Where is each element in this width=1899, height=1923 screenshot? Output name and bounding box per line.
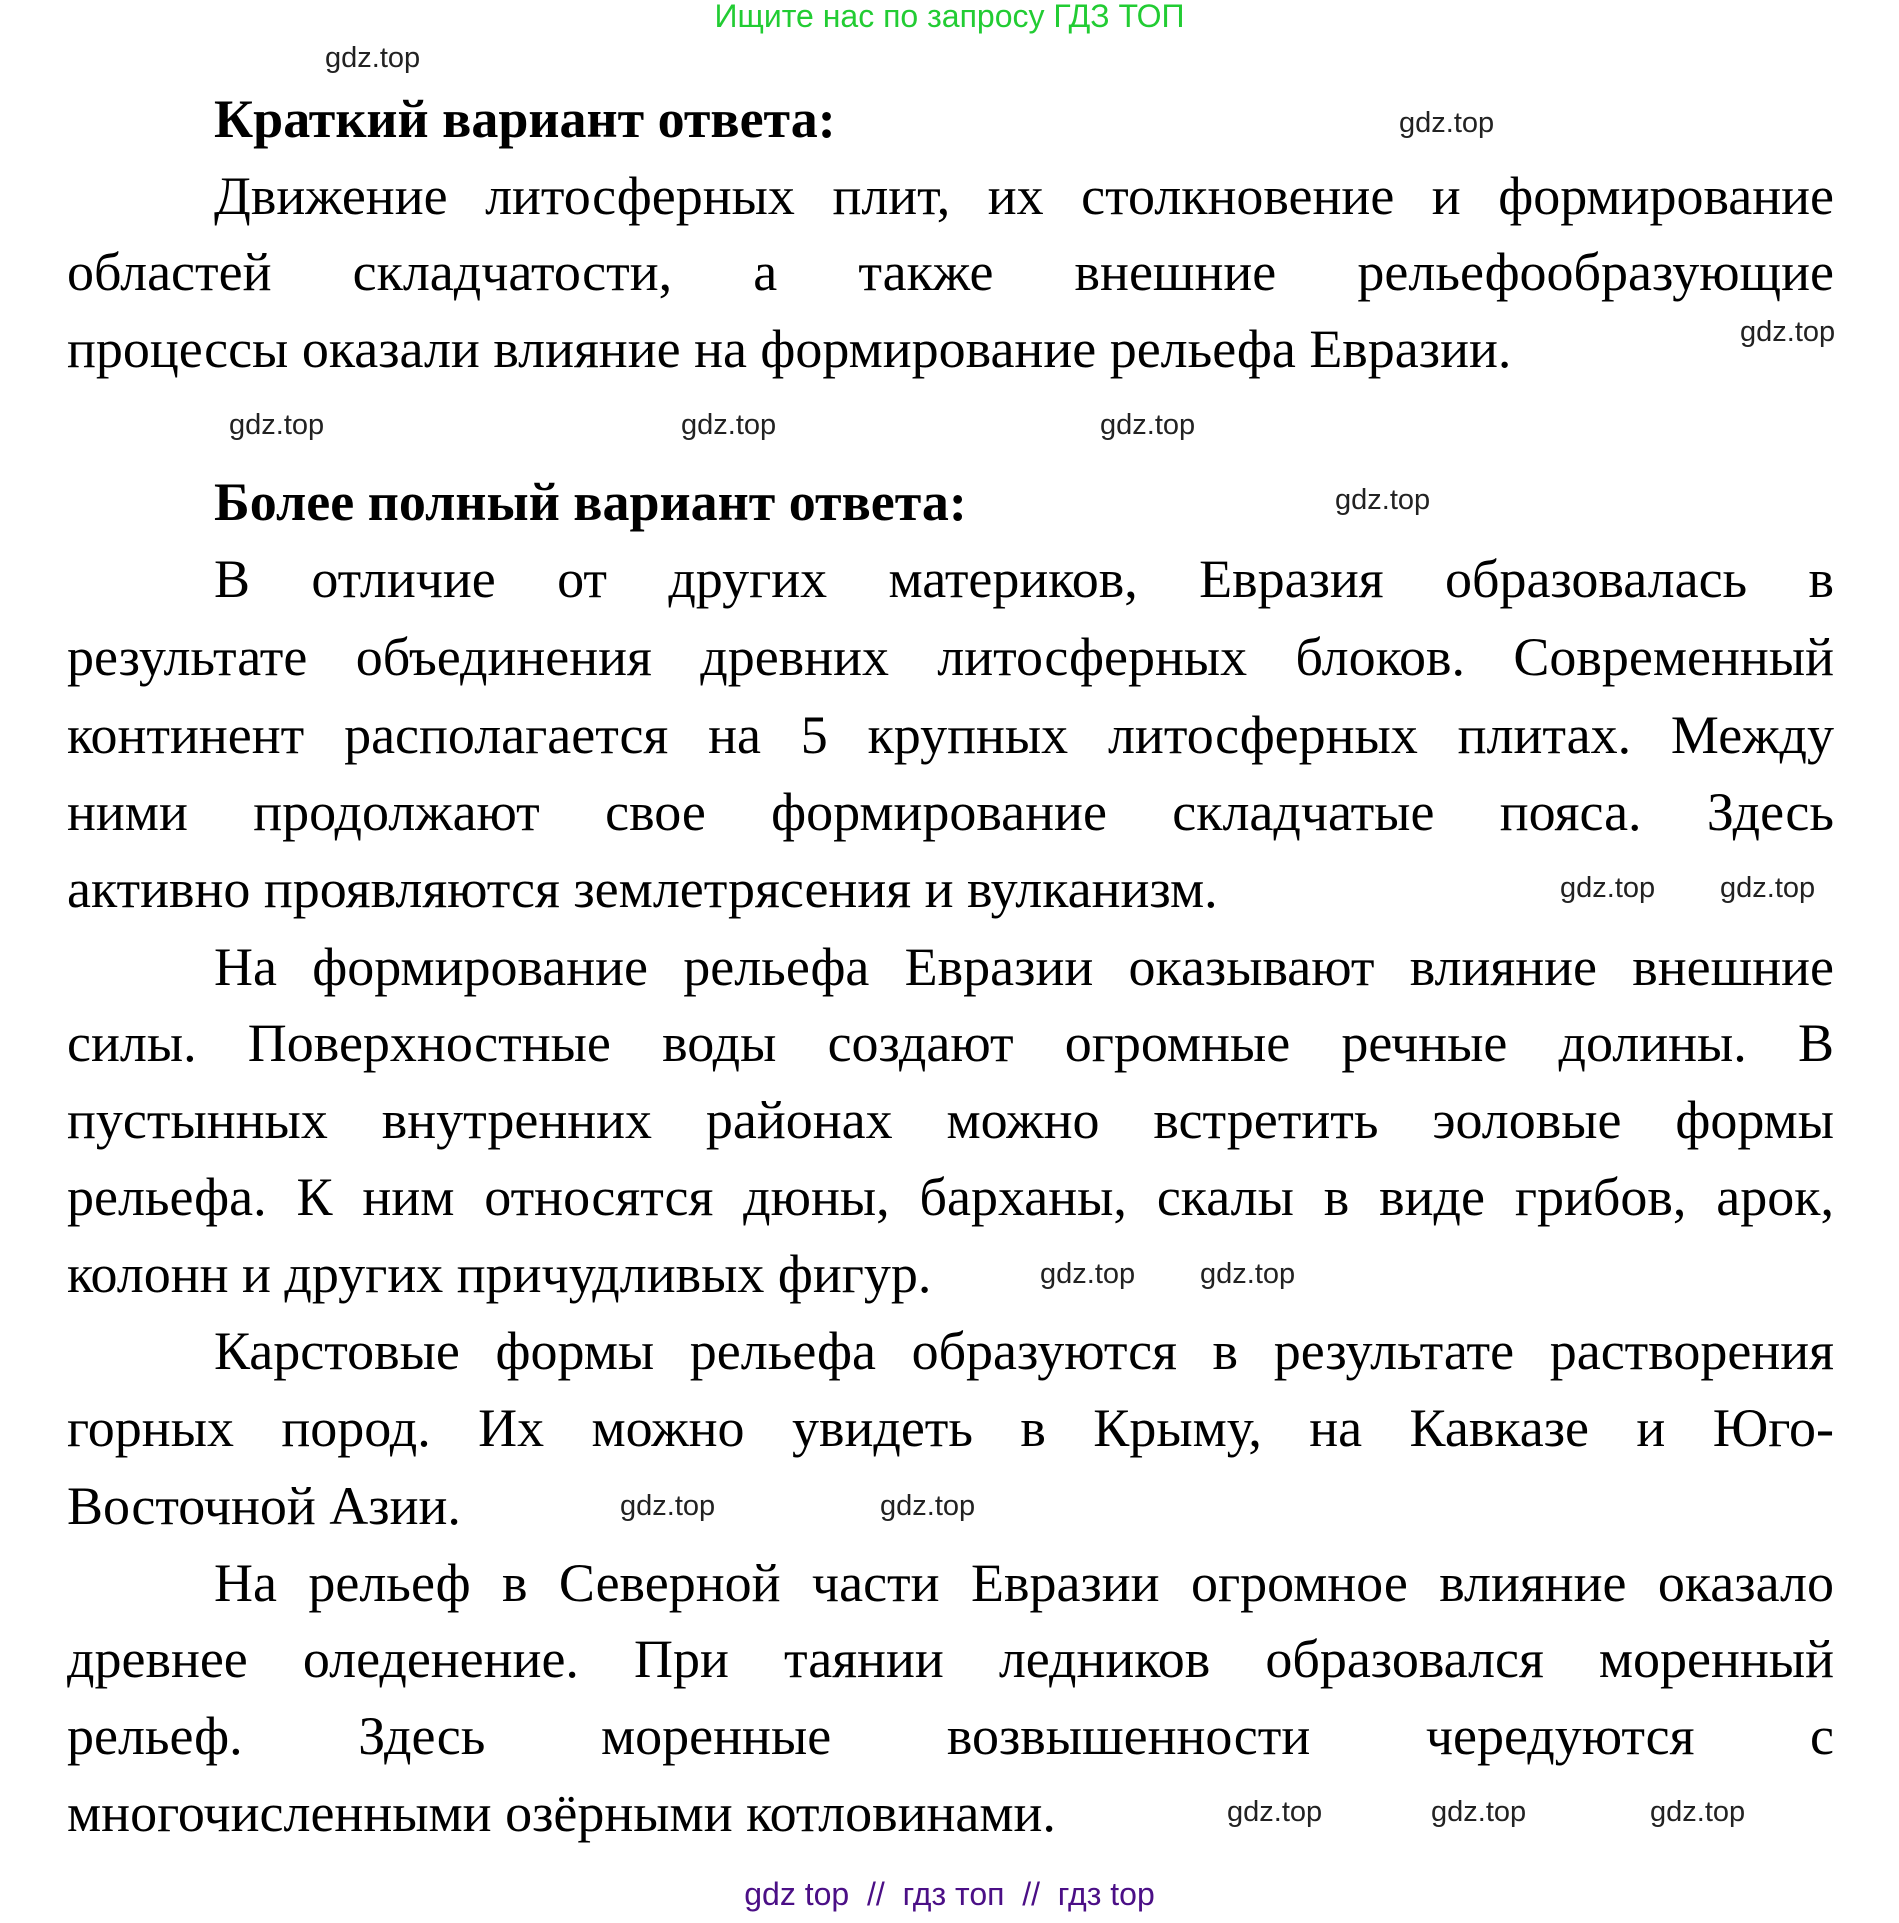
paragraph-line: континент располагается на 5 крупных литосферных плитах. Между (67, 705, 1834, 765)
footer-banner: gdz top // гдз топ // гдз top (744, 1876, 1155, 1912)
watermark-text: gdz.top (1560, 872, 1656, 904)
watermark-text: gdz.top (1720, 872, 1816, 904)
watermark-text: gdz.top (1227, 1796, 1323, 1828)
paragraph-line: областей складчатости, а также внешние рельефообразующие (67, 242, 1834, 302)
watermark-text: gdz.top (1100, 409, 1196, 441)
watermark-text: gdz.top (1740, 316, 1836, 348)
watermark-text: gdz.top (1040, 1258, 1136, 1290)
section-heading: Краткий вариант ответа: (214, 89, 836, 149)
paragraph-line: рельефа. К ним относятся дюны, барханы, скалы в виде грибов, арок, (67, 1167, 1834, 1227)
watermark-text: gdz.top (880, 1490, 976, 1522)
paragraph-line: На рельеф в Северной части Евразии огромное влияние оказало (214, 1553, 1834, 1613)
paragraph-line: ними продолжают свое формирование складчатые пояса. Здесь (67, 782, 1834, 842)
watermark-text: gdz.top (325, 42, 421, 74)
paragraph-line: процессы оказали влияние на формирование рельефа Евразии. (67, 319, 1512, 379)
watermark-text: gdz.top (229, 409, 325, 441)
paragraph-line: Карстовые формы рельефа образуются в результате растворения (214, 1321, 1834, 1381)
paragraph-line: силы. Поверхностные воды создают огромные речные долины. В (67, 1013, 1834, 1073)
paragraph-line: рельеф. Здесь моренные возвышенности чередуются с (67, 1706, 1834, 1766)
paragraph-line: древнее оледенение. При таянии ледников образовался моренный (67, 1629, 1834, 1689)
watermark-text: gdz.top (1431, 1796, 1527, 1828)
paragraph-line: колонн и других причудливых фигур. (67, 1244, 932, 1304)
paragraph-line: результате объединения древних литосферных блоков. Современный (67, 627, 1834, 687)
paragraph-line: На формирование рельефа Евразии оказывают влияние внешние (214, 937, 1834, 997)
watermark-text: gdz.top (1335, 484, 1431, 516)
watermark-text: gdz.top (1399, 107, 1495, 139)
paragraph-line: Восточной Азии. (67, 1476, 461, 1536)
watermark-text: gdz.top (1650, 1796, 1746, 1828)
paragraph-line: активно проявляются землетрясения и вулканизм. (67, 859, 1218, 919)
paragraph-line: Движение литосферных плит, их столкновение и формирование (214, 166, 1834, 226)
paragraph-line: горных пород. Их можно увидеть в Крыму, на Кавказе и Юго- (67, 1398, 1834, 1458)
search-banner: Ищите нас по запросу ГДЗ ТОП (714, 0, 1185, 34)
section-heading: Более полный вариант ответа: (214, 472, 967, 532)
paragraph-line: многочисленными озёрными котловинами. (67, 1783, 1056, 1843)
watermark-text: gdz.top (1200, 1258, 1296, 1290)
watermark-text: gdz.top (620, 1490, 716, 1522)
paragraph-line: В отличие от других материков, Евразия образовалась в (214, 549, 1834, 609)
paragraph-line: пустынных внутренних районах можно встретить эоловые формы (67, 1090, 1834, 1150)
watermark-text: gdz.top (681, 409, 777, 441)
